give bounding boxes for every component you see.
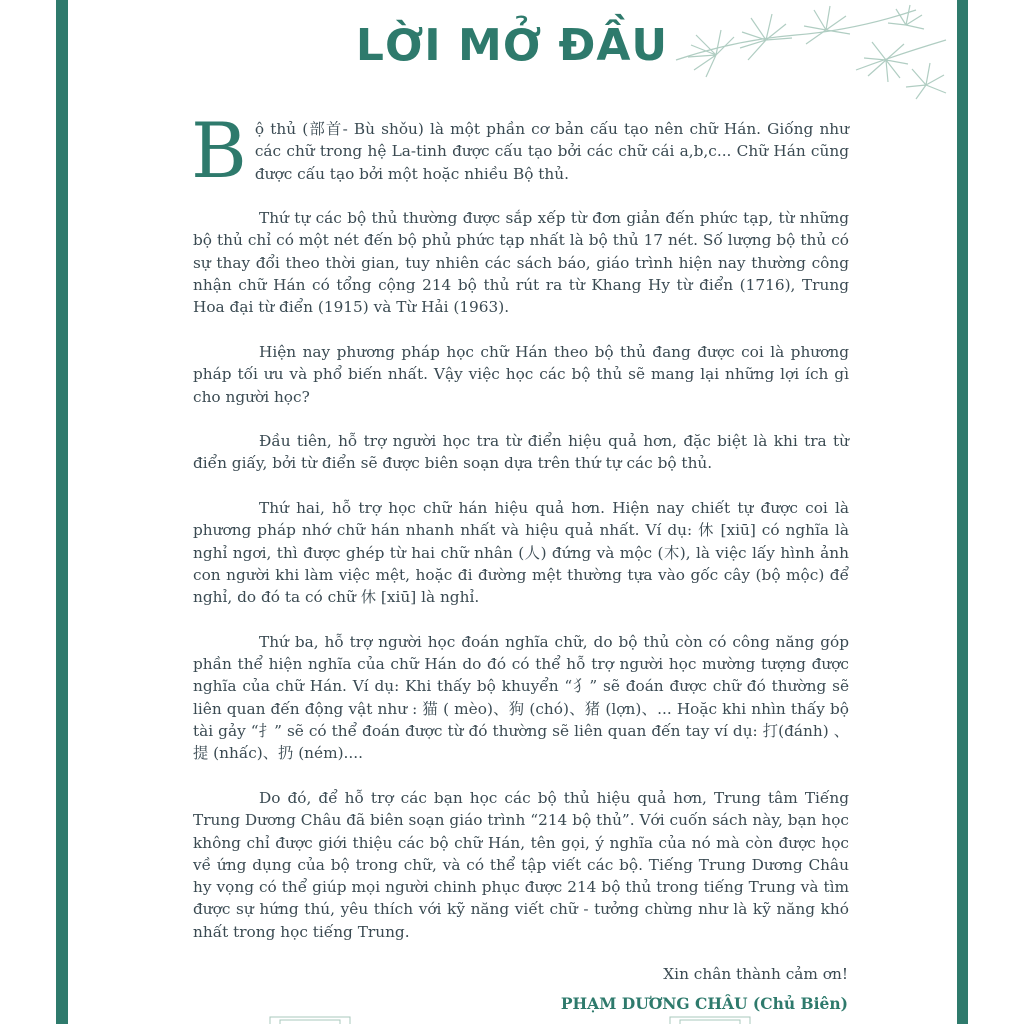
paragraph: Hiện nay phương pháp học chữ Hán theo bộ thủ đang được coi là phương pháp tối ưu và phổ biến nhất. Vậy việc học các bộ thủ sẽ mang lại những lợi ích gì cho người học? [193, 342, 849, 406]
paragraph: Thứ ba, hỗ trợ người học đoán nghĩa chữ, do bộ thủ còn có công năng góp phần thể hiện nghĩa của chữ Hán do đó có thể hỗ trợ người học mường tượng được nghĩa của chữ Hán. Ví dụ: Khi thấy bộ khuyển “犭” sẽ đoán được chữ đó thường sẽ liên quan đến động vật như : 猫 ( mèo)、狗 (chó)、猪 (lợn)、... Hoặc khi nhìn thấy bộ tài gảy “扌” sẽ có thể đoán được từ đó thường sẽ liên quan đến tay ví dụ: 打(đánh) 、提 (nhấc)、扔 (ném).... [193, 632, 849, 763]
drop-cap: B [191, 106, 247, 195]
intro-text: ộ thủ (部首- Bù shǒu) là một phần cơ bản cấu tạo nên chữ Hán. Giống như các chữ trong hệ La-tinh được cấu tạo bởi các chữ cái a,b,c... Chữ Hán cũng được cấu tạo bởi một hoặc nhiều Bộ thủ. [254, 120, 849, 183]
paragraph: Thứ tự các bộ thủ thường được sắp xếp từ đơn giản đến phức tạp, từ những bộ thủ chỉ có một nét đến bộ phủ phức tạp nhất là bộ thủ 17 nét. Số lượng bộ thủ có sự thay đổi theo thời gian, tuy nhiên các sách báo, giáo trình hiện nay thường công nhận chữ Hán có tổng cộng 214 bộ thủ rút ra từ Khang Hy từ điển (1716), Trung Hoa đại từ điển (1915) và Từ Hải (1963). [193, 209, 849, 317]
body-text [191, 106, 849, 965]
right-border-stripe [957, 0, 968, 1024]
paragraph: Do đó, để hỗ trợ các bạn học các bộ thủ hiệu quả hơn, Trung tâm Tiếng Trung Dương Châu đã biên soạn giáo trình “214 bộ thủ”. Với cuốn sách này, bạn học không chỉ được giới thiệu các bộ chữ Hán, tên gọi, ý nghĩa của nó mà còn được học về ứng dụng của bộ trong chữ, và có thể tập viết các bộ. Tiếng Trung Dương Châu hy vọng có thể giúp mọi người chinh phục được 214 bộ thủ trong tiếng Trung và tìm được sự hứng thú, yêu thích với kỹ năng viết chữ - tưởng chừng như là kỹ năng khó nhất trong học tiếng Trung. [193, 788, 849, 941]
author-signature: PHẠM DƯƠNG CHÂU (Chủ Biên) [560, 994, 848, 1013]
intro-paragraph [191, 106, 849, 195]
paragraph: Đầu tiên, hỗ trợ người học tra từ điển hiệu quả hơn, đặc biệt là khi tra từ điển giấy, bởi từ điển sẽ được biên soạn dựa trên thứ tự các bộ thủ. [193, 432, 849, 473]
left-border-stripe [56, 0, 68, 1024]
closing-thanks: Xin chân thành cảm ơn! [663, 965, 848, 983]
page-title: LỜI MỞ ĐẦU [355, 20, 669, 71]
ornament-icon [260, 1014, 760, 1024]
paragraph: Thứ hai, hỗ trợ học chữ hán hiệu quả hơn. Hiện nay chiết tự được coi là phương pháp nhớ chữ hán nhanh nhất và hiệu quả nhất. Ví dụ: 休 [xiū] có nghĩa là nghỉ ngơi, thì được ghép từ hai chữ nhân (人) đứng và mộc (木), là việc lấy hình ảnh con người khi làm việc mệt, hoặc đi đường mệt thường tựa vào gốc cây (bộ mộc) để nghỉ, do đó ta có chữ 休 [xiū] là nghỉ. [193, 499, 849, 607]
